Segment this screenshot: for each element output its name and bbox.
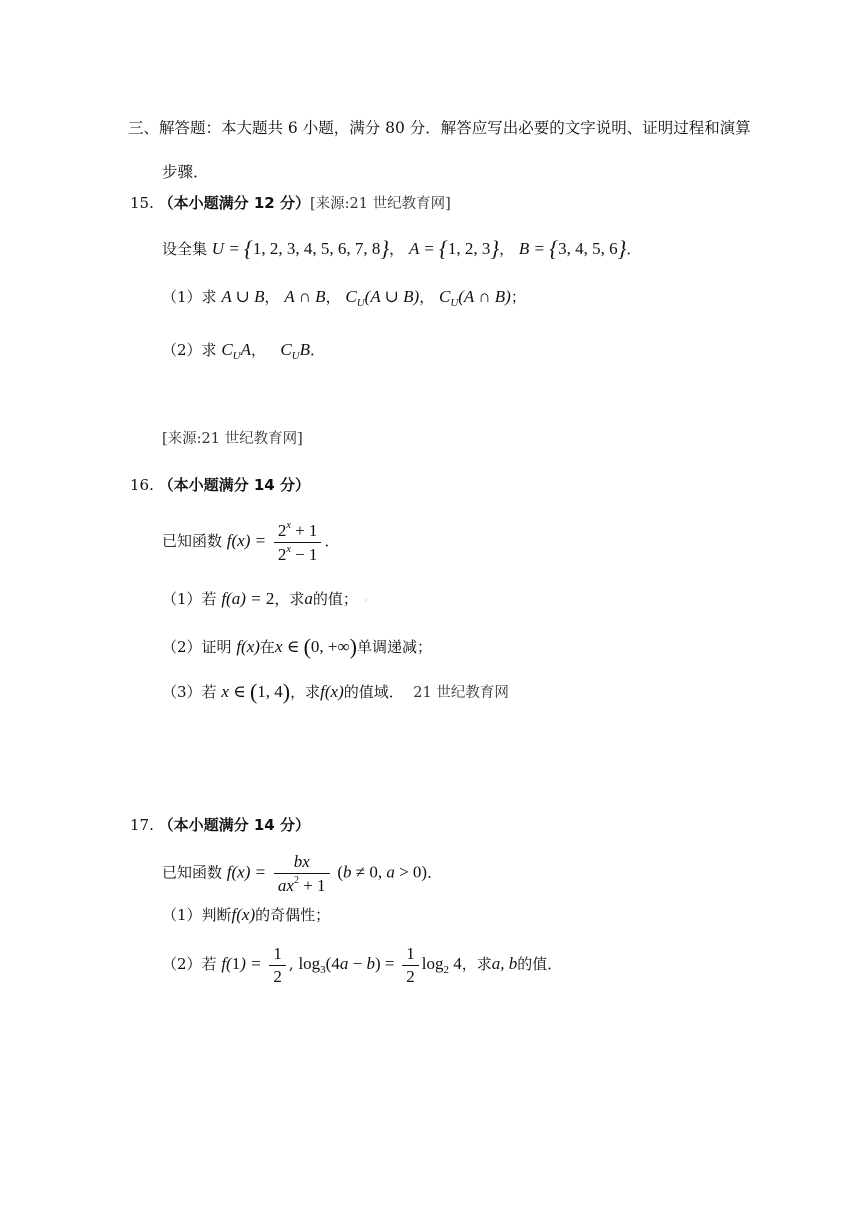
section-heading-line2 (162, 165, 209, 181)
q16-part-3 (162, 681, 509, 703)
connector: ，求 (274, 590, 305, 608)
function-name: f(x) (320, 682, 344, 701)
q16-part-1 (162, 590, 369, 607)
function-fraction (274, 852, 330, 895)
question-17-heading (130, 818, 310, 833)
q15-part-1: （1）求 A ∪ B， A ∩ B， $C_U(A$ ∪ B)， $C_U(A$ ∩ B)； (162, 287, 526, 309)
function-intro: 已知函数 (162, 863, 223, 882)
fraction-denominator: $2^x - 1$ (277, 543, 318, 564)
function-lhs: f(x) = (226, 531, 267, 551)
part-label: （1）求 (162, 288, 217, 306)
condition-f1: f(1) = (221, 954, 262, 974)
q16-part-2 (162, 636, 432, 658)
q16-function-definition: 已知函数 f(x) = $\frac{2^x + 1}{2^x - 1}$ ． (162, 520, 340, 564)
q15-set-definition: 设全集 U = {1, 2, 3, 4, 5, 6, 7, 8}， A = {1, 2, 3}， B = {3, 4, 5, 6}． (162, 236, 642, 261)
log-equation: $\log_3(4a - b)$ = (298, 954, 395, 977)
connector: 在 (259, 638, 275, 656)
complement-union: $C_U(A$ ∪ B) (345, 287, 420, 309)
question-score: （本小题满分 14 分） (158, 816, 310, 834)
complement-intersection: $C_U(A$ ∩ B) (438, 287, 511, 309)
part-end: 的值域． (343, 683, 404, 701)
set-u: U = {1, 2, 3, 4, 5, 6, 7, 8} (211, 236, 390, 261)
question-number: 15. (130, 194, 154, 212)
part-label: （1）判断 (162, 906, 232, 924)
question-number: 17. (130, 816, 154, 834)
section-heading-text2: 步骤． (162, 163, 209, 181)
domain-interval: x ∈ (1, 4) (221, 679, 291, 704)
variables: a, b (491, 954, 518, 974)
set-a: A = {1, 2, 3} (408, 236, 500, 261)
function-condition: (b ≠ 0, a > 0) (337, 862, 428, 882)
set-b: B = {3, 4, 5, 6} (518, 236, 627, 261)
part-label: （1）若 (162, 590, 217, 608)
part-end: 的值； (312, 590, 358, 608)
part-end: 的奇偶性； (255, 906, 331, 924)
fraction-numerator: bx (274, 852, 330, 874)
source-note: 21 世纪教育网 (413, 685, 509, 701)
question-score: （本小题满分 14 分） (158, 476, 310, 494)
function-name: f(x) (236, 637, 260, 656)
question-15-heading (130, 196, 451, 212)
fraction-one-half-2 (402, 944, 419, 986)
variable: a (304, 589, 313, 608)
connector: ，求 (461, 955, 492, 974)
intersection: A ∩ B (284, 287, 326, 306)
function-name: f(x) (231, 905, 256, 924)
part-1-math: A ∪ B (221, 287, 265, 306)
fraction-numerator: $2^x + 1$ (274, 520, 322, 543)
domain-interval: x ∈ (0, +∞) (274, 634, 357, 659)
condition: f(a) = 2 (221, 589, 275, 608)
question-number: 16. (130, 476, 154, 494)
connector: ，求 (290, 683, 321, 701)
q17-part-1 (162, 906, 330, 923)
section-heading (128, 121, 751, 137)
part-label: （2）求 (162, 341, 217, 359)
part-label: （2）证明 (162, 638, 232, 656)
q15-part-2: （2）求 $C_UA$， $C_UB$． (162, 340, 326, 362)
complement-b: $C_UB$ (280, 340, 311, 362)
source-note-footer: [来源:21 世纪教育网] (162, 431, 303, 447)
part-label: （3）若 (162, 683, 217, 701)
part-label: （2）若 (162, 955, 217, 974)
fraction-numerator: 1 (269, 944, 286, 966)
complement-a: $C_UA$ (221, 340, 252, 362)
fraction-numerator: 1 (402, 944, 419, 966)
function-lhs: f(x) = (226, 862, 267, 882)
fraction-denominator: 2 (406, 966, 415, 986)
function-fraction (274, 520, 322, 564)
q17-part-2: （2）若 f(1) = $\frac{1}{2}$ , $\log_3(4a - b)$ = $\frac{1}{2}$ $\log_2 4$，求a, b的值． (162, 944, 563, 986)
question-score: （本小题满分 12 分） (158, 194, 310, 212)
fraction-denominator: 2 (273, 966, 282, 986)
fraction-one-half (269, 944, 286, 986)
part-end: 单调递减； (356, 638, 432, 656)
question-16-heading (130, 478, 310, 493)
log-rhs: $\log_2 4$ (421, 954, 462, 977)
q17-function-definition: 已知函数 f(x) = $\frac{bx}{ax^2 + 1}$ (b ≠ 0, a > 0)． (162, 852, 443, 895)
set-intro: 设全集 (162, 240, 208, 258)
section-heading-line1: 三、解答题：本大题共 6 小题，满分 80 分．解答应写出必要的文字说明、证明过程和演算 (128, 119, 751, 137)
function-intro: 已知函数 (162, 532, 223, 551)
fraction-denominator: $ax^2 + 1$ (277, 874, 326, 895)
part-end: 的值． (517, 955, 563, 974)
stray-mark: ◦ (362, 596, 369, 607)
source-note: [来源:21 世纪教育网] (309, 196, 451, 212)
